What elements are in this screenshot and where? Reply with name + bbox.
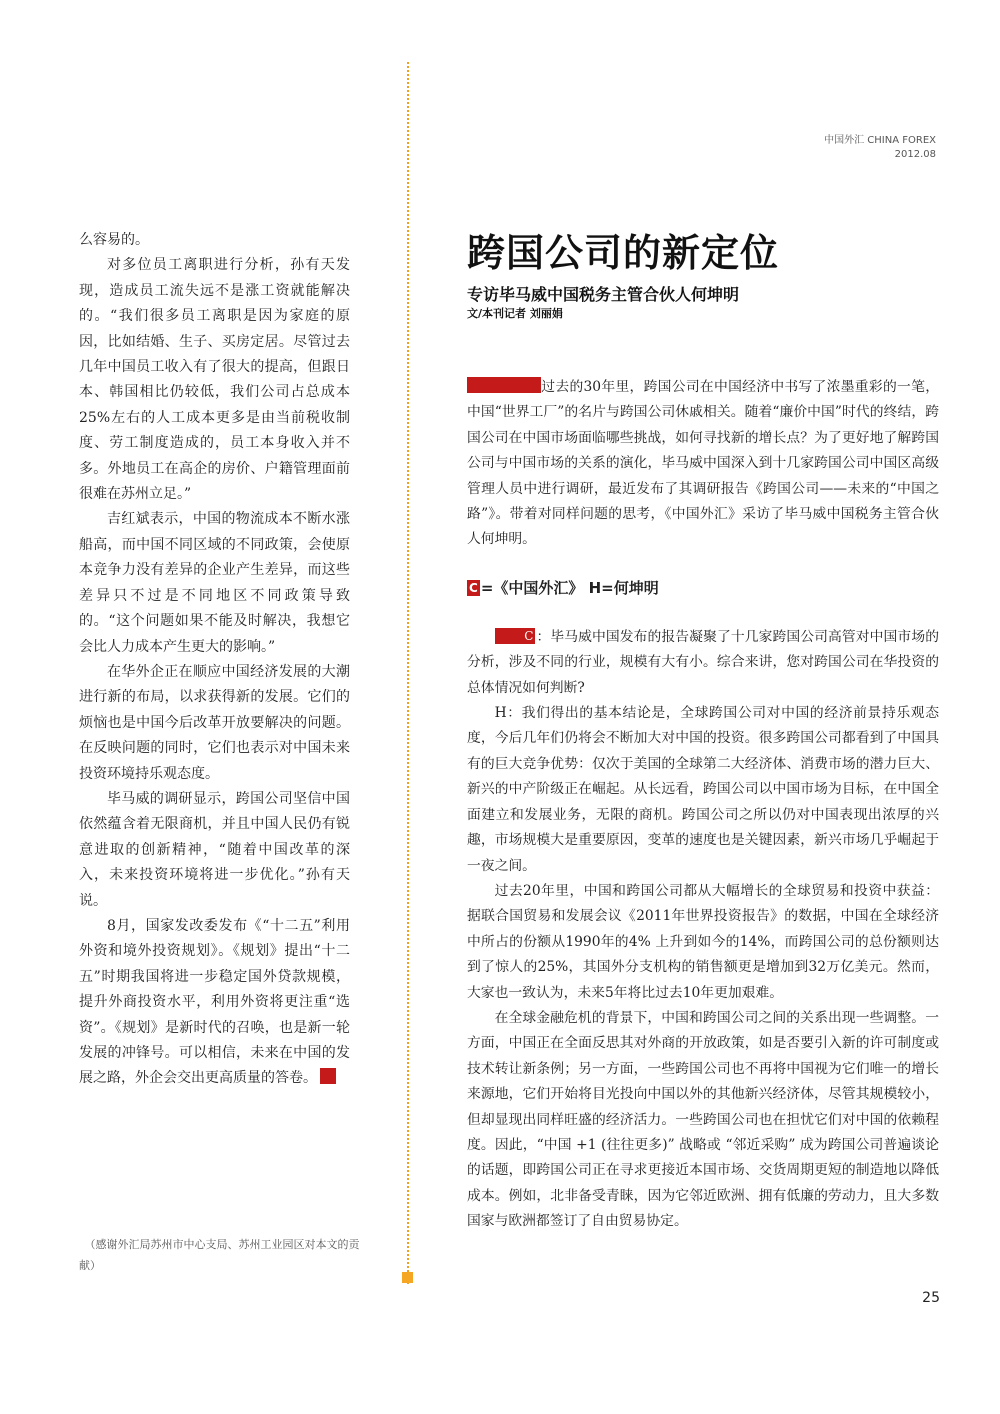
qa-key-text: =《中国外汇》 H=何坤明 (480, 578, 659, 597)
left-paragraph (79, 914, 350, 1092)
end-mark-icon (320, 1068, 336, 1084)
acknowledgement: （感谢外汇局苏州市中心支局、苏州工业园区对本文的贡献） (79, 1238, 360, 1272)
left-paragraph: 么容易的。 (79, 232, 149, 248)
answer-paragraph: H：我们得出的基本结论是，全球跨国公司对中国的经济前景持乐观态度，今后几年们仍将会不断加大对中国的投资。很多跨国公司都看到了中国具有的巨大竞争优势：仅次于美国的全球第二大经济体、消费市场的潜力巨大、新兴的中产阶级正在崛起。从长远看，跨国公司以中国市场为目标，在中国全面建立和发展业务，无限的商机。跨国公司之所以仍对中国表现出浓厚的兴趣，市场规模大是重要原因，变革的速度也是关键因素，新兴市场几乎崛起于一夜之间。 (467, 705, 939, 874)
question-text: ：毕马威中国发布的报告凝聚了十几家跨国公司高管对中国市场的分析，涉及不同的行业，规模有大有小。综合来讲，您对跨国公司在华投资的总体情况如何判断? (467, 628, 939, 696)
article-body (467, 375, 939, 1235)
lead-text: 过去的30年里，跨国公司在中国经济中书写了浓墨重彩的一笔，中国“世界工厂”的名片与跨国公司休戚相关。随着“廉价中国”时代的终结，跨国公司在中国市场面临哪些挑战，如何寻找新的增长点？为了更好地了解跨国公司与中国市场的关系的演化，毕马威中国深入到十几家跨国公司中国区高级管理人员中进行调研，最近发布了其调研报告《跨国公司——未来的“中国之路”》。带着对同样问题的思考，《中国外汇》采访了毕马威中国税务主管合伙人何坤明。 (467, 379, 939, 548)
left-column (79, 228, 350, 1092)
left-paragraph: 对多位员工离职进行分析，孙有天发现，造成员工流失远不是涨工资就能解决的。“我们很多员工离职是因为家庭的原因，比如结婚、生子、买房定居。尽管过去几年中国员工收入有了很大的提高，但跟日本、韩国相比仍较低，我们公司占总成本25%左右的人工成本更多是由当前税收制度、劳工制度造成的，员工本身收入并不多。外地员工在高企的房价、户籍管理面前很难在苏州立足。” (79, 257, 350, 503)
c-marker-icon: C (469, 580, 478, 595)
answer-paragraph: 过去20年里，中国和跨国公司都从大幅增长的全球贸易和投资中获益：据联合国贸易和发展会议《2011年世界投资报告》的数据，中国在全球经济中所占的份额从1990年的4% 上升到如今的14%，而跨国公司的总份额则达到了惊人的25%，其国外分支机构的销售额更是增加到32万亿美元。然而，大家也一致认为，未来5年将比过去10年更加艰难。 (467, 882, 939, 1001)
running-header (824, 134, 936, 162)
lead-red-bar (467, 377, 541, 393)
page-number: 25 (922, 1290, 940, 1306)
left-paragraph: 吉红斌表示，中国的物流成本不断水涨船高，而中国不同区域的不同政策，会使原本竞争力没有差异的企业产生差异，而这些差异只不过是不同地区不同政策导致的。“这个问题如果不能及时解决，我想它会比人力成本产生更大的影响。” (79, 511, 350, 655)
lead-paragraph (467, 375, 939, 553)
article-subtitle: 专访毕马威中国税务主管合伙人何坤明 (467, 285, 740, 304)
question-paragraph (467, 625, 939, 701)
left-paragraph-text: 8月，国家发改委发布《“十二五”利用外资和境外投资规划》。《规划》提出“十二五”时期我国将进一步稳定国外贷款规模，提升外商投资水平，利用外资将更注重“选资”。《规划》是新时代的召唤，也是新一轮发展的冲锋号。可以相信，未来在中国的发展之路，外企会交出更高质量的答卷。 (79, 917, 350, 1087)
left-paragraph: 毕马威的调研显示，跨国公司坚信中国依然蕴含着无限商机，并且中国人民仍有锐意进取的创新精神，“随着中国改革的深入，未来投资环境将进一步优化。”孙有天说。 (79, 790, 350, 909)
article-title: 跨国公司的新定位 (467, 231, 780, 275)
left-paragraph: 在华外企正在顺应中国经济发展的大潮进行新的布局，以求获得新的发展。它们的烦恼也是中国今后改革开放要解决的问题。在反映问题的同时，它们也表示对中国未来投资环境持乐观态度。 (79, 663, 350, 782)
qa-key (467, 577, 939, 599)
question-marker-icon: C (495, 628, 536, 644)
issue-date: 2012.08 (894, 149, 936, 160)
divider-end-marker (402, 1272, 413, 1283)
article-byline: 文/本刊记者 刘丽娟 (467, 307, 563, 320)
magazine-name: 中国外汇 CHINA FOREX (824, 135, 936, 146)
answer-paragraph: 在全球金融危机的背景下，中国和跨国公司之间的关系出现一些调整。一方面，中国正在全面反思其对外商的开放政策，如是否要引入新的许可制度或技术转让新条例；另一方面，一些跨国公司也不再将中国视为它们唯一的增长来源地，它们开始将目光投向中国以外的其他新兴经济体，尽管其规模较小，但却显现出同样旺盛的经济活力。一些跨国公司也在担忧它们对中国的依赖程度。因此，“中国 +1 (往往更多)” 战略或 “邻近采购” 成为跨国公司普遍谈论的话题，即跨国公司正在寻求更接近本国市场、交货周期更短的制造地以降低成本。例如，北非备受青睐，因为它邻近欧洲、拥有低廉的劳动力，且大多数国家与欧洲都签订了自由贸易协定。 (467, 1009, 939, 1230)
column-divider (407, 62, 409, 1284)
